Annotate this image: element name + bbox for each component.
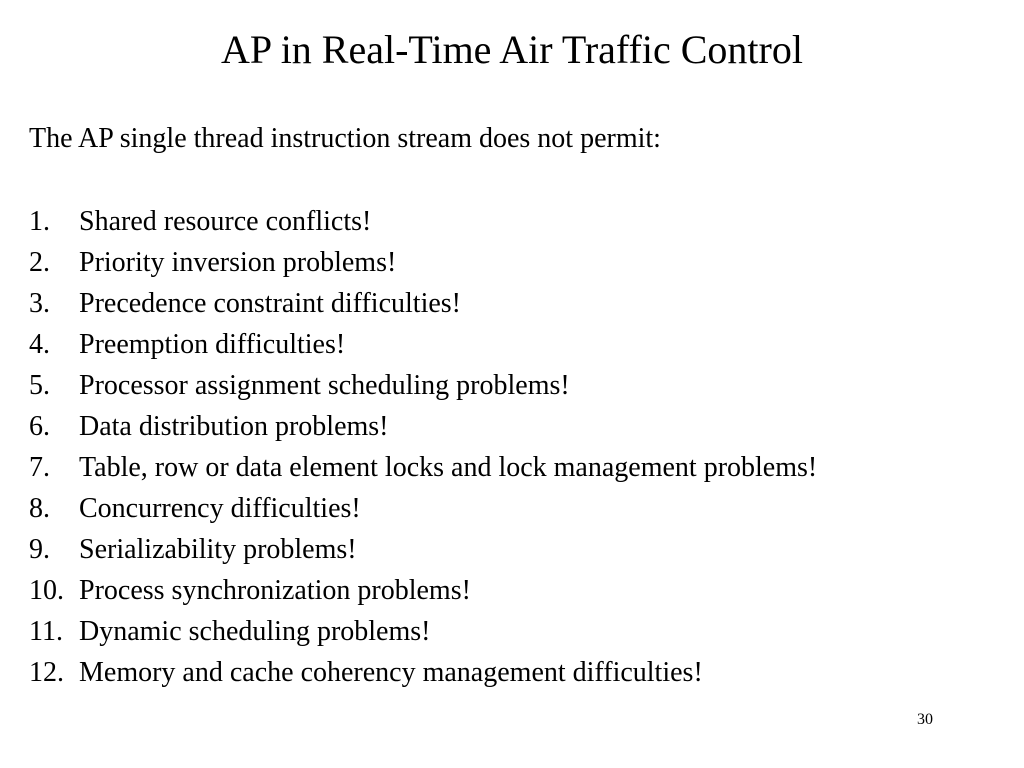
list-item <box>29 324 817 365</box>
slide-title: AP in Real-Time Air Traffic Control <box>221 27 803 72</box>
list-item <box>29 242 817 283</box>
list-item-number: 11. <box>29 616 63 647</box>
list-item-text: Precedence constraint difficulties! <box>79 288 461 319</box>
list-item-text: Concurrency difficulties! <box>79 493 361 524</box>
list-item <box>29 611 817 652</box>
page-number: 30 <box>917 711 933 728</box>
list-item-number: 5. <box>29 370 50 401</box>
list-item-number: 3. <box>29 288 50 319</box>
list-item-text: Dynamic scheduling problems! <box>79 616 431 647</box>
list-item <box>29 406 817 447</box>
list-item <box>29 488 817 529</box>
list-item-text: Serializability problems! <box>79 534 357 565</box>
list-item-text: Table, row or data element locks and lock management problems! <box>79 452 818 483</box>
list-item-number: 1. <box>29 206 50 237</box>
list-item <box>29 283 817 324</box>
list-item-text: Preemption difficulties! <box>79 329 346 360</box>
list-item-text: Priority inversion problems! <box>79 247 397 278</box>
list-item-number: 9. <box>29 534 50 565</box>
list-item <box>29 570 817 611</box>
list-item-text: Process synchronization problems! <box>79 575 471 606</box>
list-item-text: Memory and cache coherency management difficulties! <box>79 657 703 688</box>
list-item-number: 8. <box>29 493 50 524</box>
list-item-text: Data distribution problems! <box>79 411 389 442</box>
list-item-number: 4. <box>29 329 50 360</box>
list-item <box>29 365 817 406</box>
list-item <box>29 652 817 693</box>
list-item-number: 12. <box>29 657 64 688</box>
problem-list <box>29 201 817 693</box>
list-item-number: 2. <box>29 247 50 278</box>
list-item <box>29 201 817 242</box>
list-item-number: 10. <box>29 575 64 606</box>
list-item-number: 6. <box>29 411 50 442</box>
list-item-text: Processor assignment scheduling problems! <box>79 370 570 401</box>
list-item-text: Shared resource conflicts! <box>79 206 372 237</box>
list-item <box>29 529 817 570</box>
list-item <box>29 447 817 488</box>
list-item-number: 7. <box>29 452 50 483</box>
intro-text: The AP single thread instruction stream does not permit: <box>29 123 661 154</box>
